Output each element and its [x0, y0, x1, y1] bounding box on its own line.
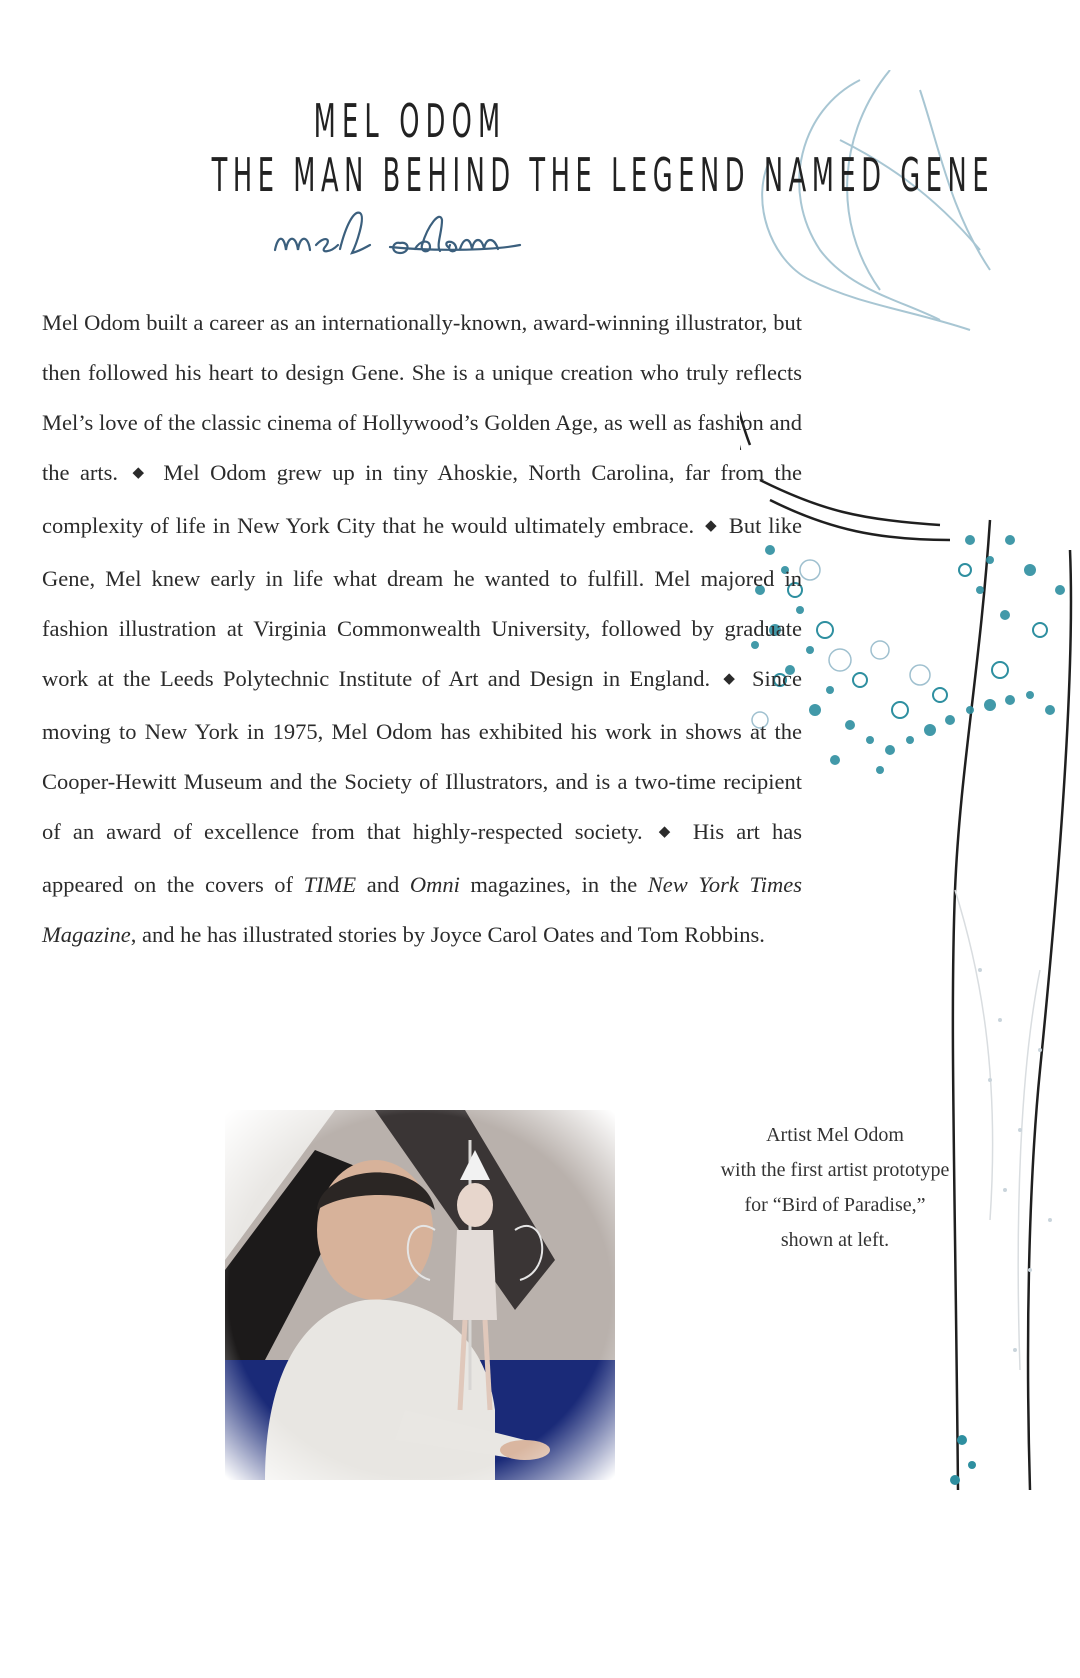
page-title: MEL ODOM: [313, 94, 507, 148]
bio-paragraph-4: Since moving to New York in 1975, Mel Odom has exhibited his work in shows at the Cooper-Hewitt Museum and the Society of Illustrators, and is a two-time recipient of an award of excellence from that highly-respected society.: [42, 666, 802, 844]
bio-paragraph-5-start: His art has appeared on the covers of: [42, 819, 803, 897]
photo-caption: [690, 1118, 980, 1258]
title-block: [90, 94, 995, 202]
separator-diamond: ◆: [705, 518, 718, 534]
bio-and: and: [356, 872, 410, 897]
bio-paragraph-3: But like Gene, Mel knew early in life what dream he wanted to fulfill. Mel majored in fashion illustration at Virginia Commonwealth University, followed by graduate work at the Leeds Polytechnic Institute of Art and Design in England.: [42, 513, 803, 691]
biography-text: [42, 298, 802, 960]
bio-paragraph-5-mid: magazines, in the: [459, 872, 648, 897]
caption-line-3: for “Bird of Paradise,”: [744, 1194, 926, 1216]
magazine-omni: Omni: [409, 872, 460, 897]
bio-paragraph-2: Mel Odom grew up in tiny Ahoskie, North Carolina, far from the complexity of life in New York City that he would ultimately embrace.: [42, 460, 803, 538]
page-subtitle: THE MAN BEHIND THE LEGEND NAMED GENE: [211, 148, 995, 202]
bio-paragraph-1: Mel Odom built a career as an internationally-known, award-winning illustrator, but then followed his heart to design Gene. She is a unique creation who truly reflects Mel’s love of the classic cinema of Hollywood’s Golden Age, as well as fashion and the arts.: [42, 310, 802, 485]
bio-paragraph-5-end: , and he has illustrated stories by Joyce Carol Oates and Tom Robbins.: [130, 922, 765, 947]
magazine-nyt: New York Times Magazine: [42, 872, 802, 947]
magazine-time: TIME: [303, 872, 357, 897]
signature-mel-odom: [270, 205, 540, 275]
caption-line-2: with the first artist prototype: [720, 1159, 950, 1181]
separator-diamond: ◆: [132, 465, 149, 481]
artist-photo: [225, 1110, 615, 1480]
separator-diamond: ◆: [723, 671, 739, 687]
caption-line-4: shown at left.: [780, 1229, 890, 1251]
separator-diamond: ◆: [658, 824, 677, 840]
caption-line-1: Artist Mel Odom: [766, 1124, 904, 1146]
